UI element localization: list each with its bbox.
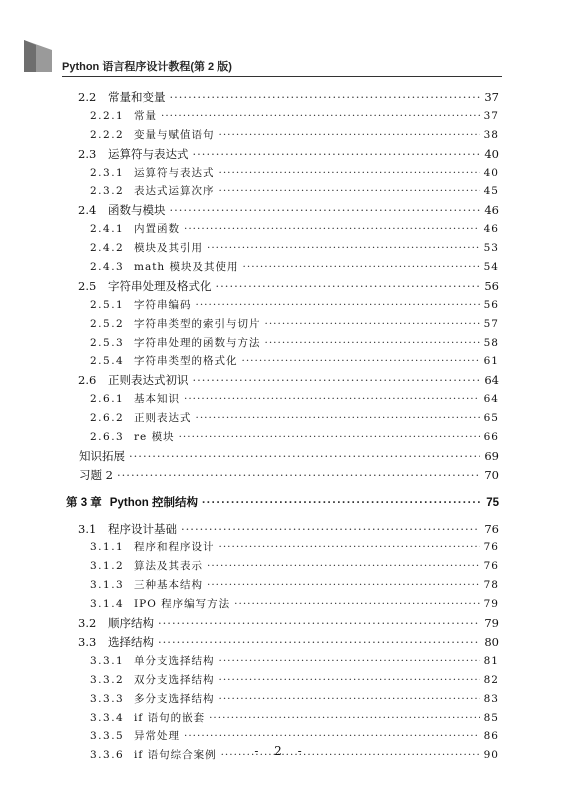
toc-entry-page: 69	[484, 448, 499, 463]
toc-entry-number: 第 3 章	[66, 496, 102, 509]
toc-entry-title: 基本知识	[134, 393, 180, 406]
toc-entry-title: 函数与模块	[108, 203, 166, 218]
table-of-contents	[66, 89, 499, 766]
dot-leader	[219, 674, 480, 686]
running-header-title: Python 语言程序设计教程(第 2 版)	[62, 61, 232, 73]
toc-entry[interactable]	[66, 653, 499, 672]
dot-leader	[170, 203, 481, 217]
dot-leader	[161, 110, 480, 122]
toc-entry-title: 运算符与表达式	[108, 146, 189, 161]
toc-entry-title: 常量和变量	[108, 90, 166, 104]
toc-entry[interactable]	[66, 521, 499, 540]
toc-entry-number: 3.2	[78, 616, 97, 631]
toc-entry-page: 45	[483, 185, 499, 198]
toc-entry-title: 正则表达式初识	[108, 373, 189, 388]
toc-entry-title: 程序和程序设计	[134, 541, 215, 554]
dot-leader	[234, 598, 479, 610]
toc-entry-page: 86	[483, 730, 499, 743]
toc-entry-page: 76	[484, 521, 499, 536]
dot-leader	[181, 522, 480, 536]
toc-entry[interactable]	[66, 316, 499, 335]
dot-leader	[243, 261, 480, 273]
dot-leader	[207, 579, 480, 591]
dot-leader	[209, 712, 480, 724]
dot-leader	[219, 167, 480, 179]
dot-leader	[219, 541, 480, 553]
dot-leader	[129, 449, 480, 463]
toc-entry[interactable]	[66, 577, 499, 596]
toc-entry-page: 81	[483, 654, 499, 667]
toc-entry-title: 选择结构	[108, 634, 154, 649]
dot-leader	[207, 560, 480, 572]
corner-tab-decoration	[24, 40, 52, 72]
toc-entry-title: 异常处理	[134, 730, 180, 743]
toc-entry-page: 78	[483, 579, 499, 592]
toc-entry[interactable]	[66, 710, 499, 729]
toc-entry-title: 字符串类型的格式化	[134, 355, 238, 368]
toc-entry-page: 65	[483, 412, 499, 425]
toc-entry[interactable]	[66, 691, 499, 710]
toc-entry[interactable]	[66, 410, 499, 429]
toc-entry-number: 3.3.5	[90, 730, 125, 743]
toc-entry-page: 79	[483, 598, 499, 611]
toc-entry-number: 3.1.1	[90, 541, 125, 554]
toc-entry[interactable]	[66, 165, 499, 184]
toc-entry-page: 58	[483, 336, 499, 349]
toc-entry-number: 2.5	[78, 278, 97, 293]
toc-entry[interactable]	[66, 146, 499, 165]
toc-entry[interactable]	[66, 429, 499, 448]
dot-leader	[219, 129, 480, 141]
toc-entry-page: 85	[483, 711, 499, 724]
toc-entry-page: 46	[483, 223, 499, 236]
toc-entry-title: 模块及其引用	[134, 242, 203, 255]
dot-leader	[265, 318, 480, 330]
toc-entry[interactable]	[66, 278, 499, 297]
toc-chapter-entry[interactable]	[66, 494, 499, 513]
toc-entry-page: 46	[484, 203, 499, 218]
toc-entry-title: math 模块及其使用	[134, 261, 239, 274]
toc-entry[interactable]	[66, 634, 499, 653]
toc-entry-page: 56	[483, 298, 499, 311]
toc-entry[interactable]	[66, 615, 499, 634]
toc-entry-number: 3.3.6	[90, 749, 125, 762]
toc-entry-number: 2.3.1	[90, 166, 125, 179]
dot-leader	[193, 147, 481, 161]
toc-entry-number: 3.3	[78, 634, 97, 649]
dot-leader	[117, 468, 480, 482]
toc-entry-title: 字符串处理及格式化	[108, 278, 212, 293]
dot-leader	[158, 616, 480, 630]
toc-entry-title: 算法及其表示	[134, 560, 203, 573]
toc-entry-number: 2.5.4	[90, 355, 125, 368]
toc-entry-number: 3.1.3	[90, 579, 125, 592]
toc-entry[interactable]	[66, 221, 499, 240]
toc-entry[interactable]	[66, 183, 499, 202]
dot-leader	[196, 412, 480, 424]
toc-entry[interactable]	[66, 89, 499, 108]
toc-entry-number: 2.3.2	[90, 185, 125, 198]
toc-entry-number: 2.5.3	[90, 336, 125, 349]
page-number: - 2 -	[254, 744, 308, 758]
toc-entry-number: 2.3	[78, 146, 97, 161]
toc-entry-number: 2.4	[78, 203, 97, 218]
toc-entry-page: 64	[484, 373, 499, 388]
toc-entry-page: 75	[486, 496, 499, 509]
toc-entry-title: 变量与赋值语句	[134, 128, 215, 141]
toc-entry-number: 2.6.2	[90, 412, 125, 425]
dot-leader	[219, 693, 480, 705]
toc-entry-number: 2.4.3	[90, 261, 125, 274]
toc-entry-page: 37	[484, 90, 499, 104]
toc-entry[interactable]	[66, 127, 499, 146]
toc-entry[interactable]	[66, 202, 499, 221]
toc-entry[interactable]	[66, 672, 499, 691]
dot-leader	[184, 223, 480, 235]
toc-entry-title: 顺序结构	[108, 616, 154, 631]
toc-entry-number: 2.6	[78, 373, 97, 388]
dot-leader	[265, 337, 480, 349]
toc-entry-page: 53	[483, 242, 499, 255]
toc-entry-number: 2.5.2	[90, 317, 125, 330]
toc-entry-number: 2.2	[78, 90, 97, 104]
toc-entry-number: 3.3.4	[90, 711, 125, 724]
toc-entry-title: 三种基本结构	[134, 579, 203, 592]
toc-entry-title: IPO 程序编写方法	[134, 598, 231, 611]
dot-leader	[219, 185, 480, 197]
toc-entry-page: 76	[483, 560, 499, 573]
dot-leader	[184, 393, 480, 405]
toc-entry[interactable]	[66, 448, 499, 467]
toc-entry-page: 70	[484, 467, 499, 482]
toc-entry-number: 2.2.2	[90, 128, 125, 141]
toc-entry-number: 3.1	[78, 521, 97, 536]
toc-entry-page: 61	[483, 355, 499, 368]
toc-entry-title: 字符串处理的函数与方法	[134, 336, 261, 349]
toc-entry-page: 80	[484, 634, 499, 649]
toc-entry[interactable]	[66, 558, 499, 577]
toc-entry-title: 内置函数	[134, 223, 180, 236]
toc-entry-page: 83	[483, 692, 499, 705]
toc-entry-page: 82	[483, 673, 499, 686]
toc-entry-page: 38	[483, 128, 499, 141]
toc-entry-title: 常量	[134, 109, 157, 122]
toc-entry-title: if 语句综合案例	[134, 749, 217, 762]
toc-entry[interactable]	[66, 467, 499, 486]
toc-entry[interactable]	[66, 391, 499, 410]
toc-entry-page: 37	[483, 109, 499, 122]
toc-entry[interactable]	[66, 297, 499, 316]
toc-entry-page: 64	[483, 393, 499, 406]
toc-entry-title: 正则表达式	[134, 412, 192, 425]
dot-leader	[219, 655, 480, 667]
dot-leader	[207, 242, 480, 254]
toc-entry[interactable]	[66, 108, 499, 127]
toc-entry-page: 57	[483, 317, 499, 330]
dot-leader	[196, 299, 480, 311]
toc-entry[interactable]	[66, 596, 499, 615]
dot-leader	[193, 373, 481, 387]
toc-entry-number: 2.5.1	[90, 298, 125, 311]
toc-entry[interactable]	[66, 539, 499, 558]
toc-entry-title: 双分支选择结构	[134, 673, 215, 686]
dot-leader	[179, 431, 480, 443]
toc-entry-number: 2.4.1	[90, 223, 125, 236]
toc-entry-number: 2.6.1	[90, 393, 125, 406]
toc-entry[interactable]	[66, 372, 499, 391]
dot-leader	[184, 730, 480, 742]
toc-entry-title: 字符串类型的索引与切片	[134, 317, 261, 330]
toc-entry-number: 2.2.1	[90, 109, 125, 122]
toc-entry-title: 字符串编码	[134, 298, 192, 311]
toc-entry-title: 运算符与表达式	[134, 166, 215, 179]
toc-entry-number: 3.3.1	[90, 654, 125, 667]
toc-entry-page: 40	[484, 146, 499, 161]
toc-entry[interactable]	[66, 353, 499, 372]
toc-entry-number: 3.3.3	[90, 692, 125, 705]
toc-entry-page: 66	[483, 431, 499, 444]
toc-entry-number: 3.1.4	[90, 598, 125, 611]
toc-entry-title: 习题 2	[79, 467, 113, 482]
toc-entry-page: 79	[484, 616, 499, 631]
dot-leader	[202, 497, 481, 509]
toc-entry-page: 40	[483, 166, 499, 179]
toc-entry-number: 2.6.3	[90, 431, 125, 444]
dot-leader	[216, 279, 481, 293]
toc-entry[interactable]	[66, 259, 499, 278]
toc-entry-number: 3.1.2	[90, 560, 125, 573]
toc-entry-title: 多分支选择结构	[134, 692, 215, 705]
dot-leader	[158, 635, 480, 649]
toc-entry-title: 知识拓展	[79, 448, 125, 463]
toc-entry-title: re 模块	[134, 431, 175, 444]
toc-entry-number: 2.4.2	[90, 242, 125, 255]
toc-entry-title: Python 控制结构	[109, 496, 198, 509]
toc-entry-title: 表达式运算次序	[134, 185, 215, 198]
toc-entry-title: if 语句的嵌套	[134, 711, 206, 724]
toc-entry-page: 56	[484, 278, 499, 293]
toc-entry[interactable]	[66, 240, 499, 259]
toc-entry-page: 54	[483, 261, 499, 274]
toc-entry[interactable]	[66, 335, 499, 354]
toc-entry-title: 程序设计基础	[108, 521, 177, 536]
dot-leader	[242, 355, 480, 367]
toc-entry-number: 3.3.2	[90, 673, 125, 686]
toc-entry-page: 90	[483, 749, 499, 762]
header-rule	[62, 76, 502, 77]
toc-entry-title: 单分支选择结构	[134, 654, 215, 667]
toc-entry-page: 76	[483, 541, 499, 554]
dot-leader	[170, 90, 481, 104]
